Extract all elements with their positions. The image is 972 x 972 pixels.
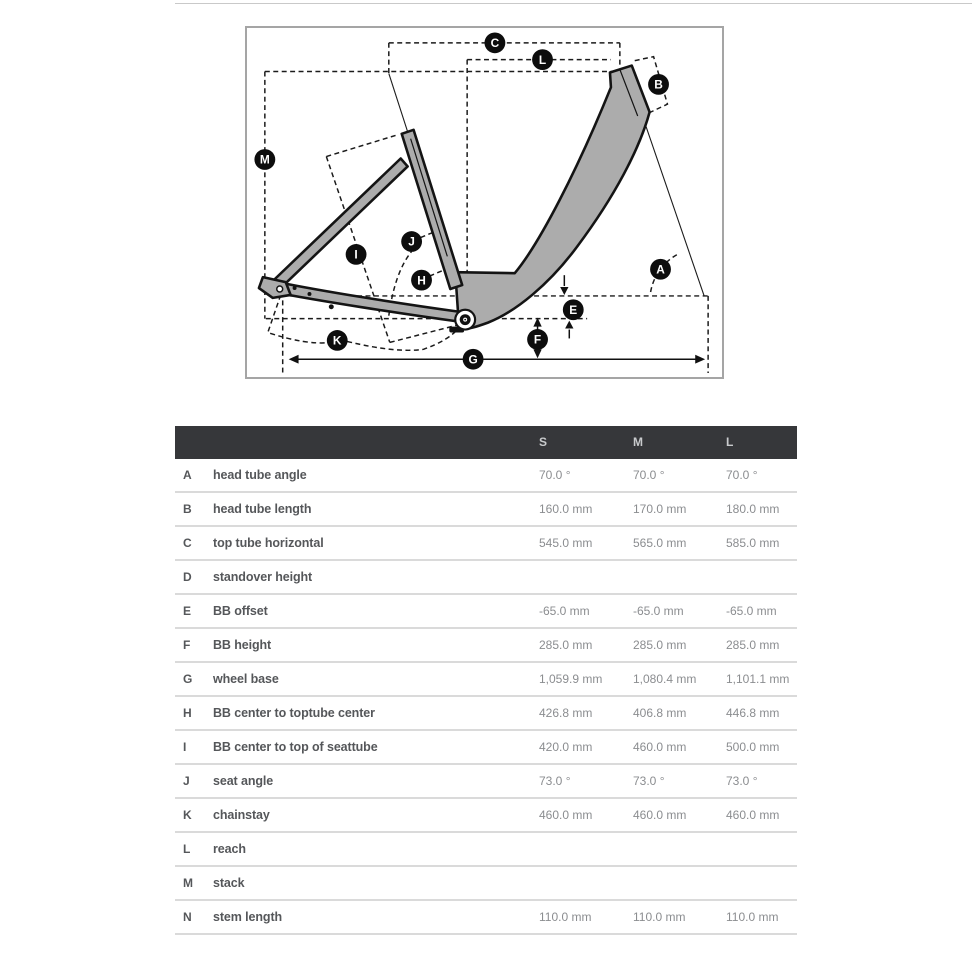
diagram-label-h [411, 270, 432, 291]
row-label: chainstay [213, 808, 270, 822]
row-label: BB center to top of seattube [213, 740, 378, 754]
row-label: stem length [213, 910, 283, 924]
table-row [175, 867, 797, 901]
value-s: 110.0 mm [539, 910, 592, 924]
svg-text:B: B [654, 77, 663, 92]
value-s: 160.0 mm [539, 502, 593, 516]
row-label: reach [213, 842, 246, 856]
value-m: 285.0 mm [633, 638, 687, 652]
row-key: I [183, 740, 187, 754]
diagram-label-f [527, 329, 548, 350]
row-label: stack [213, 876, 245, 890]
row-key: F [183, 638, 191, 652]
diagram-label-l [532, 49, 553, 70]
value-m: 460.0 mm [633, 808, 687, 822]
row-key: N [183, 910, 192, 924]
value-m: -65.0 mm [633, 604, 684, 618]
value-l: -65.0 mm [726, 604, 777, 618]
seat-stay [275, 159, 408, 288]
value-m: 1,080.4 mm [633, 672, 697, 686]
table-row [175, 697, 797, 731]
value-m: 110.0 mm [633, 910, 686, 924]
row-label: seat angle [213, 774, 274, 788]
diagram-label-g [463, 349, 484, 370]
table-row [175, 833, 797, 867]
row-key: B [183, 502, 192, 516]
column-header-s: S [539, 435, 548, 449]
row-label: BB offset [213, 604, 268, 618]
geometry-table [175, 426, 797, 935]
value-s: 285.0 mm [539, 638, 593, 652]
value-l: 1,101.1 mm [726, 672, 790, 686]
svg-text:C: C [490, 35, 500, 50]
value-m: 460.0 mm [633, 740, 687, 754]
rear-axle [277, 286, 283, 292]
table-row [175, 799, 797, 833]
value-s: 426.8 mm [539, 706, 593, 720]
svg-text:I: I [354, 247, 358, 262]
seat-axis-line [389, 73, 408, 131]
row-label: head tube length [213, 502, 312, 516]
diagram-label-a [650, 259, 671, 280]
diagram-label-e [563, 299, 584, 320]
column-header-l: L [726, 435, 734, 449]
value-s: 70.0 ° [539, 468, 571, 482]
row-key: J [183, 774, 190, 788]
value-s: 420.0 mm [539, 740, 593, 754]
value-s: -65.0 mm [539, 604, 590, 618]
table-header [175, 426, 797, 459]
svg-text:K: K [332, 333, 342, 348]
row-label: head tube angle [213, 468, 307, 482]
row-key: A [183, 468, 192, 482]
svg-text:G: G [468, 352, 478, 367]
seat-tube [402, 130, 462, 289]
column-header-m: M [633, 435, 644, 449]
table-row [175, 765, 797, 799]
table-row [175, 731, 797, 765]
geometry-diagram-panel [245, 26, 724, 379]
svg-text:E: E [569, 302, 578, 317]
table-row [175, 629, 797, 663]
diagram-label-j [401, 231, 422, 252]
value-l: 500.0 mm [726, 740, 780, 754]
row-label: wheel base [213, 672, 279, 686]
table-row [175, 459, 797, 493]
geometry-diagram [247, 28, 722, 377]
value-m: 170.0 mm [633, 502, 687, 516]
table-row [175, 493, 797, 527]
row-key: G [183, 672, 193, 686]
diagram-label-k [327, 330, 348, 351]
value-l: 110.0 mm [726, 910, 779, 924]
value-s: 460.0 mm [539, 808, 593, 822]
value-l: 73.0 ° [726, 774, 758, 788]
value-l: 180.0 mm [726, 502, 780, 516]
row-label: BB center to toptube center [213, 706, 375, 720]
value-l: 585.0 mm [726, 536, 780, 550]
svg-text:H: H [417, 273, 426, 288]
diagram-label-b [648, 74, 669, 95]
diagram-label-c [485, 32, 506, 53]
svg-text:A: A [656, 262, 665, 277]
row-label: standover height [213, 570, 313, 584]
value-s: 73.0 ° [539, 774, 571, 788]
table-row [175, 901, 797, 935]
table-row [175, 663, 797, 697]
page-top-divider [175, 3, 972, 4]
value-l: 460.0 mm [726, 808, 780, 822]
diagram-label-m [254, 149, 275, 170]
row-key: H [183, 706, 192, 720]
table-row [175, 527, 797, 561]
row-key: E [183, 604, 192, 618]
value-m: 565.0 mm [633, 536, 687, 550]
row-label: top tube horizontal [213, 536, 324, 550]
row-key: D [183, 570, 192, 584]
svg-text:L: L [538, 52, 547, 67]
value-s: 1,059.9 mm [539, 672, 603, 686]
value-l: 446.8 mm [726, 706, 780, 720]
svg-text:M: M [259, 152, 270, 167]
value-m: 73.0 ° [633, 774, 665, 788]
svg-text:F: F [533, 332, 542, 347]
row-key: K [183, 808, 192, 822]
row-key: M [183, 876, 193, 890]
value-l: 70.0 ° [726, 468, 758, 482]
diagram-label-i [346, 244, 367, 265]
value-s: 545.0 mm [539, 536, 593, 550]
row-key: L [183, 842, 191, 856]
row-label: BB height [213, 638, 272, 652]
down-tube-head-tube [455, 66, 649, 330]
table-row [175, 561, 797, 595]
value-m: 406.8 mm [633, 706, 687, 720]
svg-text:J: J [408, 234, 415, 249]
bike-frame [259, 66, 650, 333]
row-key: C [183, 536, 192, 550]
bottom-bracket [455, 310, 475, 330]
chainstay [273, 282, 459, 322]
value-l: 285.0 mm [726, 638, 780, 652]
table-row [175, 595, 797, 629]
value-m: 70.0 ° [633, 468, 665, 482]
seattube-measure-top [326, 135, 397, 157]
